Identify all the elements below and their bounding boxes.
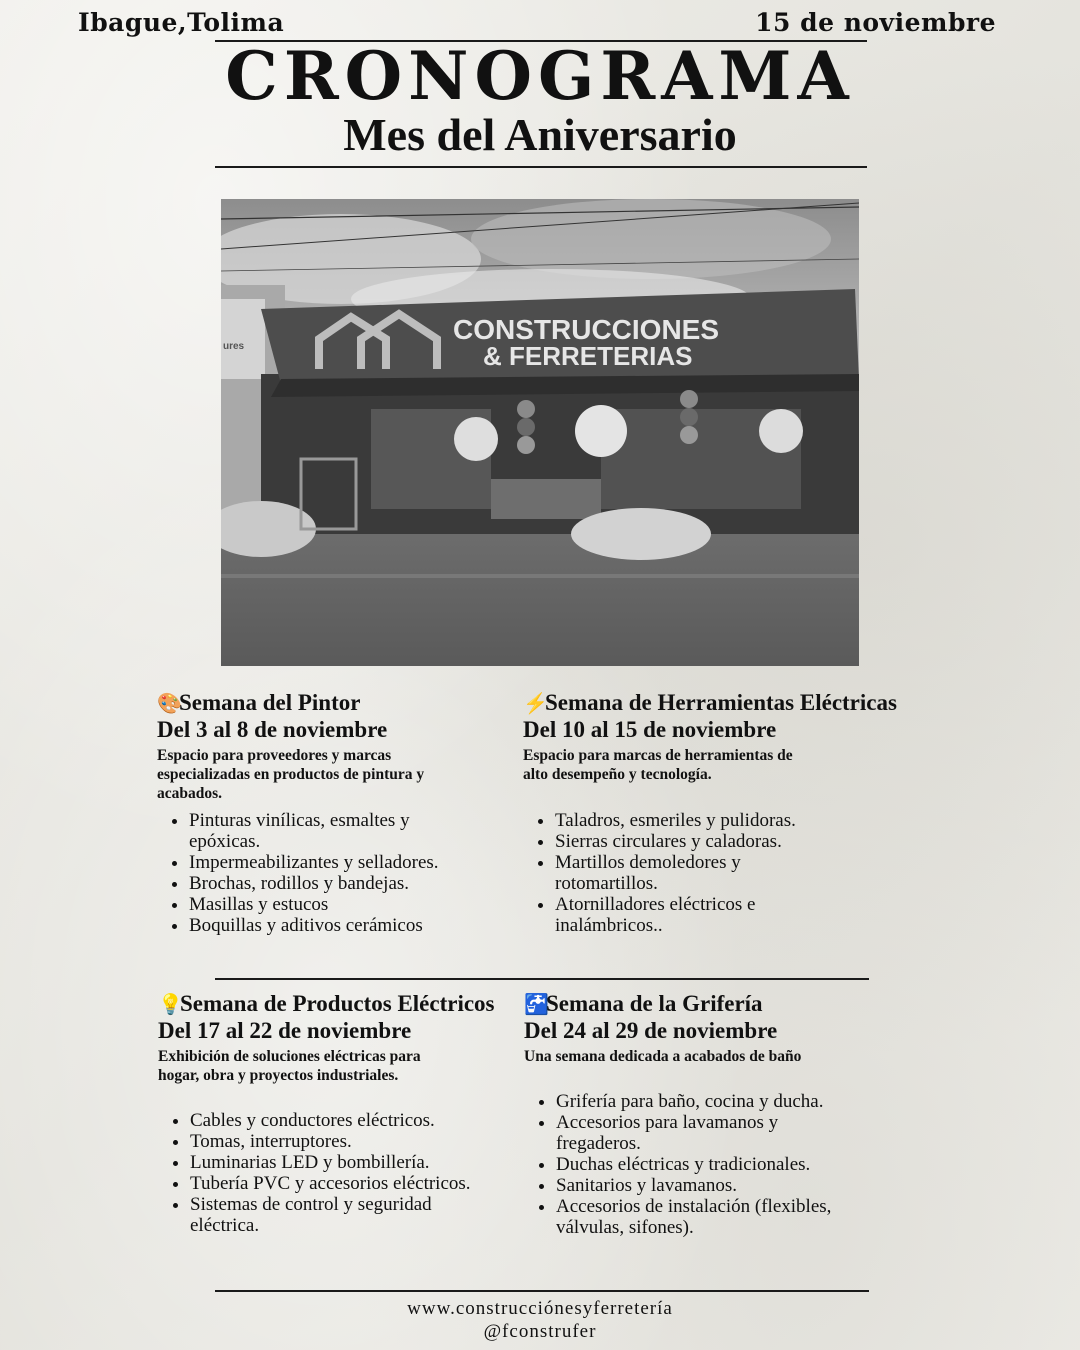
middle-rule [215, 978, 869, 980]
section-description: Espacio para marcas de herramientas de alto desempeño y tecnología. [523, 747, 793, 783]
section-dates: Del 3 al 8 de noviembre [157, 717, 388, 742]
list-item: • Impermeabilizantes y selladores. [189, 852, 459, 873]
list-item: • Tomas, interruptores. [190, 1131, 480, 1152]
list-item: • Accesorios de instalación (flexibles, válvulas, sifones). [556, 1196, 866, 1238]
awning-sign-line1: CONSTRUCCIONES [453, 314, 720, 345]
footer-rule [215, 1290, 869, 1292]
list-item: • Taladros, esmeriles y pulidoras. [555, 810, 810, 831]
section-description: Exhibición de soluciones eléctricas para hogar, obra y proyectos industriales. [158, 1048, 421, 1084]
list-item: • Brochas, rodillos y bandejas. [189, 873, 459, 894]
section-item-list [523, 810, 810, 936]
section-title: 💡Semana de Productos Eléctricos [158, 991, 495, 1016]
section-title: 🎨Semana del Pintor [157, 690, 361, 715]
list-item: • Luminarias LED y bombillería. [190, 1152, 480, 1173]
section-power-tools-week [523, 690, 923, 936]
section-faucet-week [524, 991, 884, 1238]
palette-icon: 🎨 [157, 693, 182, 715]
section-item-list [524, 1091, 866, 1238]
section-dates: Del 17 al 22 de noviembre [158, 1018, 412, 1043]
section-title: 🚰Semana de la Grifería [524, 991, 763, 1016]
header-bottom-rule [215, 166, 867, 168]
list-item: • Sierras circulares y caladoras. [555, 831, 810, 852]
section-item-list [158, 1110, 480, 1236]
list-item: • Grifería para baño, cocina y ducha. [556, 1091, 866, 1112]
website-link[interactable]: www.construcciónesyferretería [407, 1298, 673, 1319]
list-item: • Sanitarios y lavamanos. [556, 1175, 866, 1196]
date-label: 15 de noviembre [755, 8, 996, 37]
section-dates: Del 24 al 29 de noviembre [524, 1018, 778, 1043]
section-item-list [157, 810, 459, 936]
section-painter-week [157, 690, 517, 936]
list-item: • Accesorios para lavamanos y fregaderos. [556, 1112, 866, 1154]
page-subtitle: Mes del Aniversario [343, 109, 737, 160]
list-item: • Masillas y estucos [189, 894, 459, 915]
section-dates: Del 10 al 15 de noviembre [523, 717, 777, 742]
list-item: • Pinturas vinílicas, esmaltes y epóxicas. [189, 810, 459, 852]
lightbulb-icon: 💡 [158, 994, 183, 1016]
awning-sign-line2: & FERRETERIAS [483, 341, 693, 371]
list-item: • Atornilladores eléctricos e inalámbricos.. [555, 894, 810, 936]
list-item: • Cables y conductores eléctricos. [190, 1110, 480, 1131]
list-item: • Tubería PVC y accesorios eléctricos. [190, 1173, 480, 1194]
section-description: Una semana dedicada a acabados de baño [524, 1048, 802, 1065]
section-description: Espacio para proveedores y marcas especializadas en productos de pintura y acabados. [157, 747, 425, 802]
section-electrical-products-week [158, 991, 518, 1236]
lightning-icon: ⚡ [523, 693, 548, 715]
location-label: Ibague,Tolima [78, 8, 285, 37]
list-item: • Sistemas de control y seguridad eléctrica. [190, 1194, 480, 1236]
list-item: • Duchas eléctricas y tradicionales. [556, 1154, 866, 1175]
store-photo [221, 199, 859, 666]
list-item: • Martillos demoledores y rotomartillos. [555, 852, 810, 894]
section-title: ⚡Semana de Herramientas Eléctricas [523, 690, 897, 715]
list-item: • Boquillas y aditivos cerámicos [189, 915, 459, 936]
side-sign-text: ures [223, 341, 245, 352]
faucet-icon: 🚰 [524, 994, 549, 1016]
page-title: CRONOGRAMA [225, 37, 855, 115]
social-handle[interactable]: @fconstrufer [483, 1321, 597, 1342]
